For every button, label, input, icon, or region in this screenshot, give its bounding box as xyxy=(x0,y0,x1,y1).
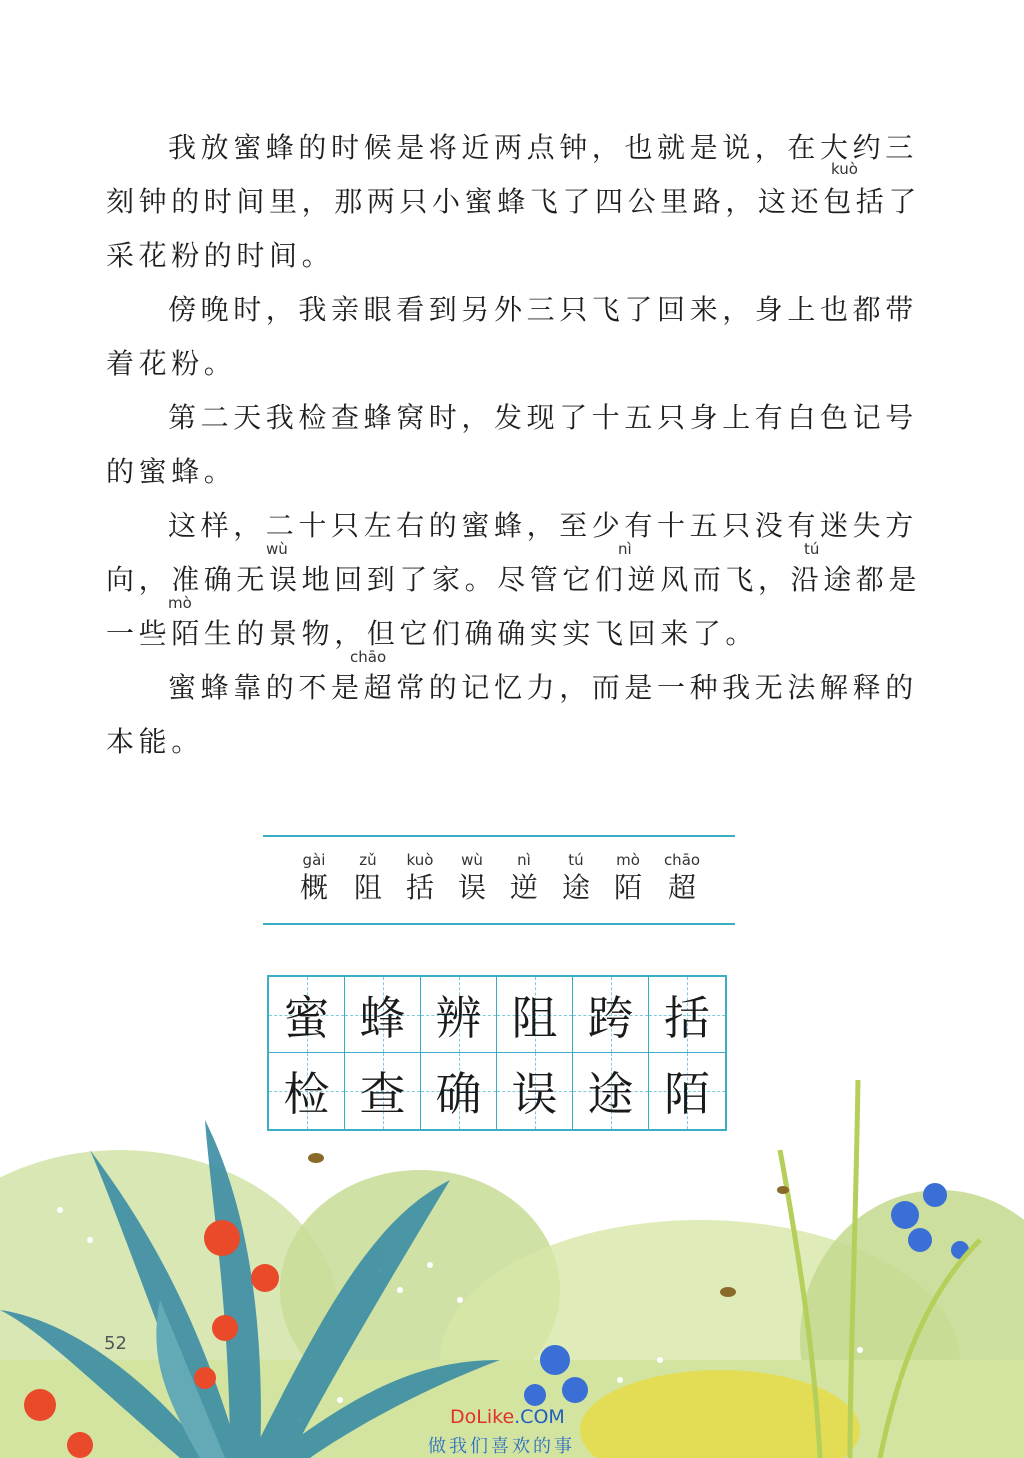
grid-cell xyxy=(421,977,497,1053)
pinyin-annotation: mò xyxy=(168,594,192,612)
paragraph-line: 本能。 xyxy=(106,725,204,758)
grid-char: 陌 xyxy=(664,1067,710,1121)
grid-char: 蜂 xyxy=(359,990,406,1045)
vocab-char: 陌 xyxy=(613,871,642,904)
grid-cell xyxy=(345,977,421,1053)
watermark-part2: .COM xyxy=(514,1406,565,1428)
vocab-pinyin: gài xyxy=(302,851,326,869)
grid-cell xyxy=(269,977,345,1053)
vocab-pinyin: chāo xyxy=(663,851,701,869)
vocab-pinyin: wù xyxy=(461,851,483,869)
vocab-char: 途 xyxy=(561,871,590,904)
new-words-box xyxy=(263,835,735,925)
vocab-char: 超 xyxy=(667,871,696,904)
paragraph-line: 着花粉。 xyxy=(106,347,237,380)
pinyin-annotation: chāo xyxy=(350,648,387,666)
grid-cell xyxy=(573,977,649,1053)
pinyin-annotation: tú xyxy=(804,540,820,558)
paragraph-line: 蜜蜂靠的不是超常的记忆力，而是一种我无法解释的 xyxy=(168,671,918,704)
grid-char: 确 xyxy=(435,1067,482,1121)
vocab-pinyin: zǔ xyxy=(359,851,377,869)
vocab-char: 逆 xyxy=(509,871,538,904)
pinyin-annotation: kuò xyxy=(831,160,858,178)
vocab-char: 括 xyxy=(405,871,434,904)
grid-char: 蜜 xyxy=(283,990,330,1045)
grid-char: 括 xyxy=(664,990,710,1045)
paragraph-line: 我放蜜蜂的时候是将近两点钟，也就是说，在大约三 xyxy=(168,131,918,164)
paragraph-line: 一些陌生的景物，但它们确确实实飞回来了。 xyxy=(106,617,759,650)
grid-char: 辨 xyxy=(435,990,482,1045)
grid-char: 途 xyxy=(587,1067,634,1121)
vocab-char: 阻 xyxy=(353,871,382,904)
vocab-word xyxy=(549,851,603,905)
watermark-part1: DoLike xyxy=(450,1406,515,1428)
paragraph-line: 向，准确无误地回到了家。尽管它们逆风而飞，沿途都是 xyxy=(106,563,922,596)
grid-char: 跨 xyxy=(587,990,634,1045)
vocab-word xyxy=(287,851,341,905)
watermark-slogan: 做我们喜欢的事 xyxy=(428,1436,575,1457)
vocab-word xyxy=(655,851,709,905)
paragraph-line: 采花粉的时间。 xyxy=(106,239,335,272)
vocab-pinyin: nì xyxy=(517,851,531,869)
vocab-word xyxy=(601,851,655,905)
vocab-pinyin: mò xyxy=(616,851,640,869)
paragraph-line: 这样，二十只左右的蜜蜂，至少有十五只没有迷失方 xyxy=(168,509,918,542)
vocab-char: 误 xyxy=(457,871,486,904)
vocab-char: 概 xyxy=(299,871,328,904)
grid-char: 误 xyxy=(511,1067,558,1121)
paragraph-line: 刻钟的时间里，那两只小蜜蜂飞了四公里路，这还包括了 xyxy=(106,185,922,218)
pinyin-annotation: nì xyxy=(618,540,632,558)
vocab-word xyxy=(445,851,499,905)
grid-cell xyxy=(497,977,573,1053)
vocab-word xyxy=(393,851,447,905)
grid-char: 检 xyxy=(283,1067,330,1121)
grid-char: 查 xyxy=(359,1067,406,1121)
vocab-pinyin: kuò xyxy=(406,851,434,869)
vocab-pinyin: tú xyxy=(568,851,584,869)
pinyin-annotation: wù xyxy=(266,540,288,558)
grid-cell xyxy=(649,977,725,1053)
page-number: 52 xyxy=(104,1333,127,1354)
vocab-word xyxy=(497,851,551,905)
watermark-logo xyxy=(450,1406,565,1428)
paragraph-line: 第二天我检查蜂窝时，发现了十五只身上有白色记号 xyxy=(168,401,918,434)
paragraph-line: 傍晚时，我亲眼看到另外三只飞了回来，身上也都带 xyxy=(168,293,918,326)
vocab-word xyxy=(341,851,395,905)
grid-char: 阻 xyxy=(511,990,558,1045)
paragraph-line: 的蜜蜂。 xyxy=(106,455,237,488)
